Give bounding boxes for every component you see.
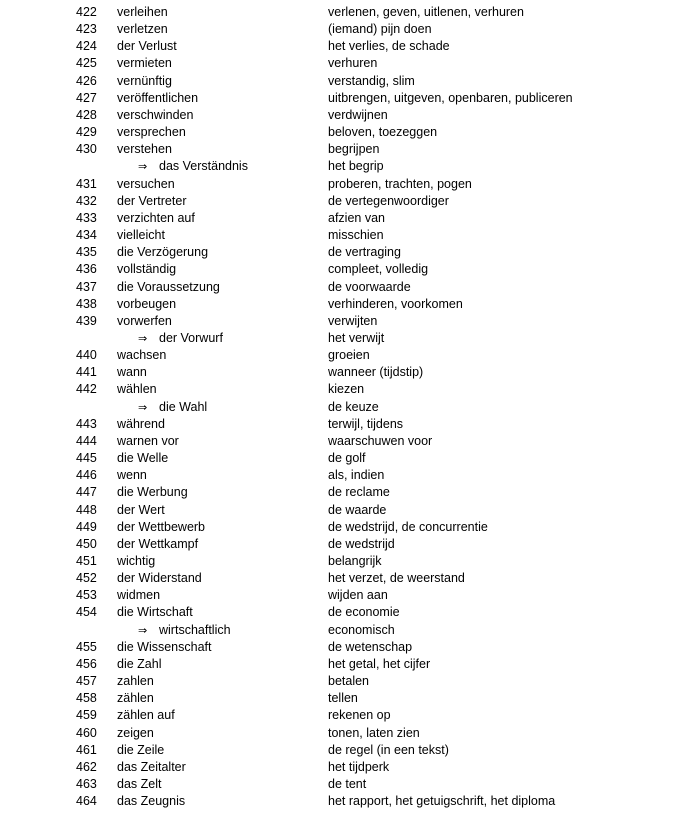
entry-number: 427 [76, 90, 97, 105]
dutch-translation: de wedstrijd [328, 536, 395, 551]
dutch-translation: het verlies, de schade [328, 39, 450, 54]
dutch-translation: verhinderen, voorkomen [328, 296, 463, 311]
vocab-entry [0, 107, 686, 124]
vocab-entry [0, 38, 686, 55]
dutch-translation: de regel (in een tekst) [328, 742, 449, 757]
dutch-translation: betalen [328, 674, 370, 689]
german-term: warnen vor [117, 433, 179, 448]
german-term: zählen [117, 691, 154, 706]
derived-arrow-icon: ⇒ [138, 160, 148, 174]
entry-number: 449 [76, 519, 97, 534]
german-term: zählen auf [117, 708, 175, 723]
dutch-translation: tonen, laten zien [328, 725, 420, 740]
entry-number: 452 [76, 571, 97, 586]
dutch-translation: uitbrengen, uitgeven, openbaren, publiceren [328, 90, 573, 105]
vocab-entry [0, 467, 686, 484]
german-term: widmen [117, 588, 161, 603]
vocab-entry [0, 604, 686, 621]
entry-number: 439 [76, 313, 97, 328]
vocab-entry [0, 502, 686, 519]
derived-arrow-icon: ⇒ [138, 331, 148, 345]
vocab-entry [0, 587, 686, 604]
dutch-translation: de wetenschap [328, 639, 413, 654]
german-term: vernünftig [117, 73, 172, 88]
vocab-entry [0, 536, 686, 553]
dutch-translation: wijden aan [328, 588, 388, 603]
dutch-translation: het rapport, het getuigschrift, het diploma [328, 794, 556, 809]
entry-number: 447 [76, 485, 97, 500]
vocab-entry [0, 450, 686, 467]
entry-number: 432 [76, 193, 97, 208]
entry-number: 441 [76, 365, 97, 380]
german-term: wenn [117, 468, 147, 483]
dutch-translation: de vertegenwoordiger [328, 193, 449, 208]
entry-number: 446 [76, 468, 97, 483]
entry-number: 448 [76, 502, 97, 517]
german-term: die Wirtschaft [117, 605, 193, 620]
german-term: der Wettkampf [117, 536, 199, 551]
entry-number: 438 [76, 296, 97, 311]
vocab-entry [0, 656, 686, 673]
entry-number: 434 [76, 228, 97, 243]
entry-number: 428 [76, 107, 97, 122]
entry-number: 422 [76, 5, 97, 19]
dutch-translation: beloven, toezeggen [328, 125, 438, 140]
vocab-entry [0, 313, 686, 330]
dutch-translation: rekenen op [328, 708, 391, 723]
dutch-translation: terwijl, tijdens [328, 416, 404, 431]
german-term: verletzen [117, 22, 168, 37]
german-term: versprechen [117, 125, 186, 140]
german-term: wählen [117, 382, 157, 397]
entry-number: 429 [76, 125, 97, 140]
vocab-entry [0, 261, 686, 278]
german-term: das Zelt [117, 777, 162, 792]
german-term: wachsen [117, 348, 167, 363]
entry-number: 444 [76, 433, 97, 448]
dutch-translation: groeien [328, 348, 370, 363]
dutch-translation: het verwijt [328, 330, 385, 345]
german-term: zeigen [117, 725, 154, 740]
dutch-translation: verwijten [328, 313, 378, 328]
dutch-translation: begrijpen [328, 142, 380, 157]
vocab-entry [0, 347, 686, 364]
german-term: der Widerstand [117, 571, 202, 586]
vocab-entry [0, 725, 686, 742]
german-derived-term: das Verständnis [159, 159, 248, 174]
german-term: die Zeile [117, 742, 165, 757]
vocab-derived-entry [0, 399, 686, 416]
dutch-translation: het verzet, de weerstand [328, 571, 465, 586]
dutch-translation: als, indien [328, 468, 385, 483]
german-term: wann [117, 365, 147, 380]
dutch-translation: de economie [328, 605, 400, 620]
dutch-translation: de vertraging [328, 245, 401, 260]
entry-number: 437 [76, 279, 97, 294]
german-derived-term: der Vorwurf [159, 330, 223, 345]
vocab-entry [0, 176, 686, 193]
vocab-entry [0, 141, 686, 158]
vocab-entry [0, 227, 686, 244]
german-term: vermieten [117, 56, 172, 71]
vocab-entry [0, 244, 686, 261]
vocab-entry [0, 90, 686, 107]
entry-number: 456 [76, 656, 97, 671]
vocab-entry [0, 759, 686, 776]
vocab-entry [0, 210, 686, 227]
derived-arrow-icon: ⇒ [138, 400, 148, 414]
german-term: die Welle [117, 451, 169, 466]
entry-number: 433 [76, 210, 97, 225]
german-term: verleihen [117, 5, 168, 19]
german-term: der Vertreter [117, 193, 187, 208]
vocab-entry [0, 793, 686, 810]
dutch-translation: misschien [328, 228, 384, 243]
german-term: die Werbung [117, 485, 188, 500]
vocab-entry [0, 296, 686, 313]
vocab-entry [0, 124, 686, 141]
vocab-entry [0, 484, 686, 501]
vocab-entry [0, 381, 686, 398]
dutch-translation: de golf [328, 451, 366, 466]
entry-number: 462 [76, 759, 97, 774]
dutch-translation: het getal, het cijfer [328, 656, 431, 671]
german-term: verschwinden [117, 107, 194, 122]
entry-number: 460 [76, 725, 97, 740]
german-term: zahlen [117, 674, 154, 689]
german-term: wichtig [117, 554, 156, 568]
dutch-translation: tellen [328, 691, 358, 706]
german-term: veröffentlichen [117, 90, 199, 105]
vocab-derived-entry [0, 158, 686, 175]
entry-number: 440 [76, 348, 97, 363]
entry-number: 450 [76, 536, 97, 551]
dutch-translation: het begrip [328, 159, 384, 174]
german-term: vorbeugen [117, 296, 177, 311]
derived-arrow-icon: ⇒ [138, 623, 148, 637]
dutch-translation: verhuren [328, 56, 378, 71]
entry-number: 455 [76, 639, 97, 654]
dutch-translation: de wedstrijd, de concurrentie [328, 519, 488, 534]
german-term: während [117, 416, 165, 431]
entry-number: 424 [76, 39, 97, 54]
dutch-translation: verdwijnen [328, 107, 388, 122]
entry-number: 431 [76, 176, 97, 191]
german-term: die Verzögerung [117, 245, 209, 260]
vocab-entry [0, 55, 686, 72]
german-term: die Voraussetzung [117, 279, 220, 294]
german-term: der Wettbewerb [117, 519, 206, 534]
dutch-translation: de voorwaarde [328, 279, 411, 294]
entry-number: 459 [76, 708, 97, 723]
vocab-entry [0, 690, 686, 707]
dutch-translation: wanneer (tijdstip) [328, 365, 424, 380]
vocab-derived-entry [0, 622, 686, 639]
entry-number: 443 [76, 416, 97, 431]
vocab-entry [0, 639, 686, 656]
dutch-translation: (iemand) pijn doen [328, 22, 432, 37]
entry-number: 435 [76, 245, 97, 260]
entry-number: 463 [76, 777, 97, 792]
entry-number: 426 [76, 73, 97, 88]
german-derived-term: wirtschaftlich [159, 622, 231, 637]
dutch-translation: de keuze [328, 399, 379, 414]
vocab-entry [0, 21, 686, 38]
german-term: vorwerfen [117, 313, 172, 328]
vocab-entry [0, 519, 686, 536]
german-derived-term: die Wahl [159, 399, 208, 414]
german-term: verstehen [117, 142, 172, 157]
vocab-derived-entry [0, 330, 686, 347]
dutch-translation: de tent [328, 777, 367, 792]
dutch-translation: afzien van [328, 210, 385, 225]
dutch-translation: verlenen, geven, uitlenen, verhuren [328, 5, 524, 19]
entry-number: 430 [76, 142, 97, 157]
vocab-entry [0, 193, 686, 210]
german-term: verzichten auf [117, 210, 195, 225]
entry-number: 423 [76, 22, 97, 37]
vocab-entry [0, 673, 686, 690]
vocab-entry [0, 433, 686, 450]
german-term: die Wissenschaft [117, 639, 212, 654]
dutch-translation: waarschuwen voor [328, 433, 433, 448]
vocab-entry [0, 4, 686, 21]
dutch-translation: de reclame [328, 485, 390, 500]
vocabulary-list [0, 4, 686, 810]
entry-number: 454 [76, 605, 97, 620]
vocab-entry [0, 416, 686, 433]
dutch-translation: de waarde [328, 502, 387, 517]
dutch-translation: compleet, volledig [328, 262, 429, 277]
entry-number: 425 [76, 56, 97, 71]
dutch-translation: economisch [328, 622, 395, 637]
dutch-translation: kiezen [328, 382, 365, 397]
vocab-entry [0, 73, 686, 90]
dutch-translation: verstandig, slim [328, 73, 415, 88]
german-term: das Zeugnis [117, 794, 186, 809]
vocab-entry [0, 742, 686, 759]
entry-number: 457 [76, 674, 97, 689]
entry-number: 442 [76, 382, 97, 397]
dutch-translation: belangrijk [328, 554, 382, 568]
german-term: das Zeitalter [117, 759, 186, 774]
german-term: der Verlust [117, 39, 177, 54]
vocab-entry [0, 707, 686, 724]
german-term: die Zahl [117, 656, 162, 671]
entry-number: 461 [76, 742, 97, 757]
german-term: der Wert [117, 502, 165, 517]
entry-number: 464 [76, 794, 97, 809]
dutch-translation: het tijdperk [328, 759, 390, 774]
entry-number: 451 [76, 554, 97, 568]
entry-number: 453 [76, 588, 97, 603]
german-term: vielleicht [117, 228, 165, 243]
vocab-entry [0, 570, 686, 587]
vocab-entry [0, 553, 686, 570]
dutch-translation: proberen, trachten, pogen [328, 176, 472, 191]
german-term: versuchen [117, 176, 175, 191]
entry-number: 458 [76, 691, 97, 706]
german-term: vollständig [117, 262, 177, 277]
entry-number: 436 [76, 262, 97, 277]
vocab-entry [0, 364, 686, 381]
entry-number: 445 [76, 451, 97, 466]
vocab-entry [0, 279, 686, 296]
vocab-entry [0, 776, 686, 793]
